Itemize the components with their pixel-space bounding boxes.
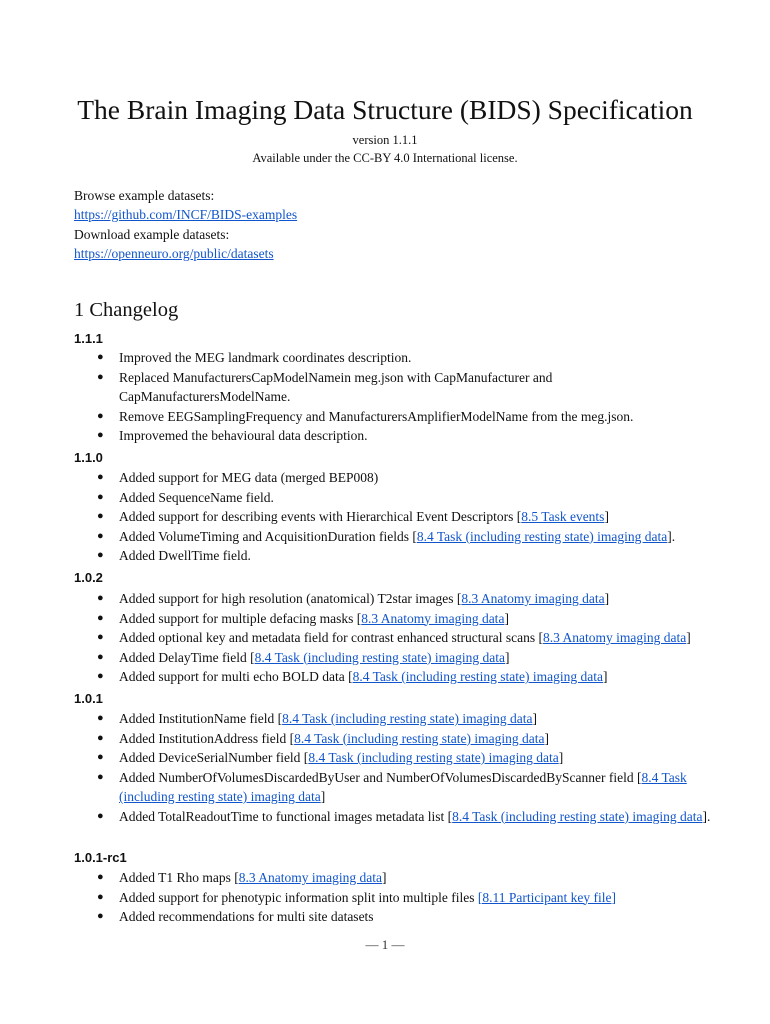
- section-link[interactable]: 8.4 Task (including resting state) imaging data: [254, 649, 505, 665]
- section-link[interactable]: 8.3 Anatomy imaging data: [461, 591, 605, 606]
- item-text-suffix: ]: [381, 870, 387, 885]
- changelog-list: [74, 868, 714, 927]
- item-text-suffix: ]: [532, 711, 537, 726]
- item-text: Added DeviceSerialNumber field [: [119, 750, 309, 765]
- item-text: Added VolumeTiming and AcquisitionDuration fields [: [119, 528, 417, 544]
- item-text-suffix: ]: [604, 591, 610, 606]
- list-item: [74, 709, 714, 729]
- list-item: [74, 868, 714, 888]
- list-item: [74, 729, 714, 749]
- section-link[interactable]: 8.4 Task (including resting state) imaging data: [282, 711, 533, 726]
- item-text: Added TotalReadoutTime to functional images metadata list [: [119, 808, 453, 824]
- list-item: [74, 768, 714, 807]
- item-text-suffix: ].: [667, 528, 676, 544]
- item-text: Added InstitutionName field [: [119, 711, 283, 726]
- bullet-icon: ●: [97, 351, 104, 363]
- list-item: [74, 648, 714, 668]
- item-text: Added support for MEG data (merged BEP008): [119, 470, 379, 485]
- section-link[interactable]: 8.4 Task (including resting state) imaging data: [352, 669, 603, 684]
- bullet-icon: ●: [97, 592, 104, 604]
- list-item: [74, 527, 714, 547]
- list-item: [74, 468, 714, 488]
- item-text: Improved the MEG landmark coordinates description.: [119, 350, 412, 365]
- bullet-icon: ●: [97, 631, 104, 643]
- section-link[interactable]: 8.3 Anatomy imaging data: [361, 610, 505, 626]
- list-item: [74, 426, 714, 446]
- bullet-icon: ●: [97, 611, 104, 624]
- bullet-icon: ●: [97, 910, 104, 922]
- bullet-icon: ●: [97, 510, 104, 522]
- section-link[interactable]: 8.4 Task (including resting state) imaging data: [308, 750, 559, 765]
- bullet-icon: ●: [97, 529, 104, 542]
- item-text: Added InstitutionAddress field [: [119, 730, 295, 746]
- version-line: version 1.1.1: [352, 133, 418, 147]
- item-text: Added support for high resolution (anatomical) T2star images [: [119, 591, 462, 606]
- item-text-suffix: ]: [544, 730, 549, 746]
- list-item: [74, 507, 714, 527]
- bullet-icon: ●: [97, 751, 104, 763]
- bullet-icon: ●: [97, 890, 104, 903]
- download-link[interactable]: https://openneuro.org/public/datasets: [74, 246, 274, 261]
- bullet-icon: ●: [97, 490, 104, 503]
- list-item: [74, 628, 714, 648]
- item-text: Added support for describing events with Hierarchical Event Descriptors [: [119, 509, 522, 524]
- section-link[interactable]: [8.11 Participant key file]: [477, 889, 617, 905]
- changelog-list: [74, 589, 714, 687]
- browse-link[interactable]: https://github.com/INCF/BIDS-examples: [74, 207, 298, 222]
- item-text-suffix: ]: [320, 789, 326, 804]
- section-link[interactable]: 8.5 Task events: [521, 509, 605, 524]
- bullet-icon: ●: [97, 370, 104, 383]
- bullet-icon: ●: [97, 650, 104, 663]
- section-heading-changelog: 1 Changelog: [74, 299, 179, 321]
- list-item: [74, 488, 714, 508]
- item-text: Added SequenceName field.: [119, 489, 274, 505]
- item-text-suffix: ]: [602, 669, 608, 684]
- item-text: Added support for phenotypic information split into multiple files: [119, 889, 478, 905]
- changelog-list: [74, 468, 714, 566]
- bullet-icon: ●: [97, 429, 104, 441]
- version-heading: 1.0.1-rc1: [74, 850, 127, 865]
- item-text: Added optional key and metadata field for contrast enhanced structural scans [: [119, 630, 543, 645]
- bullet-icon: ●: [97, 770, 104, 783]
- list-item: [74, 667, 714, 687]
- item-text: Added recommendations for multi site datasets: [119, 909, 374, 924]
- version-heading: 1.1.0: [74, 450, 103, 465]
- section-link[interactable]: 8.4 Task (including resting state) imaging data: [416, 528, 668, 544]
- bullet-icon: ●: [97, 549, 104, 561]
- bullet-icon: ●: [97, 731, 104, 744]
- list-item: [74, 807, 714, 827]
- list-item: [74, 907, 714, 927]
- list-item: [74, 348, 714, 368]
- section-link[interactable]: 8.4 Task (including resting state) imaging data: [119, 769, 687, 804]
- changelog-list: [74, 709, 714, 826]
- bullet-icon: ●: [97, 809, 104, 822]
- item-text: Remove EEGSamplingFrequency and ManufacturersAmplifierModelName from the meg.json.: [119, 408, 634, 424]
- item-text: Improvemed the behavioural data description.: [119, 428, 368, 443]
- section-link[interactable]: 8.3 Anatomy imaging data: [238, 870, 382, 885]
- item-text: Replaced ManufacturersCapModelNamein meg.json with CapManufacturer and CapManufacturersModelName.: [119, 369, 553, 404]
- item-text: Added DwellTime field.: [119, 548, 251, 563]
- document-title: The Brain Imaging Data Structure (BIDS) Specification: [77, 94, 693, 125]
- item-text-suffix: ]: [505, 649, 510, 665]
- item-text-suffix: ].: [702, 808, 711, 824]
- section-link[interactable]: 8.4 Task (including resting state) imaging data: [452, 808, 703, 824]
- section-link[interactable]: 8.3 Anatomy imaging data: [542, 630, 687, 645]
- list-item: [74, 546, 714, 566]
- list-item: [74, 888, 714, 908]
- browse-label: Browse example datasets:: [74, 188, 215, 203]
- item-text: Added NumberOfVolumesDiscardedByUser and NumberOfVolumesDiscardedByScanner field [: [119, 769, 642, 785]
- changelog-list: [74, 348, 714, 446]
- list-item: [74, 748, 714, 768]
- page-number: — 1 —: [365, 937, 405, 952]
- item-text: Added DelayTime field [: [119, 649, 255, 665]
- version-heading: 1.0.2: [74, 570, 103, 585]
- bullet-icon: ●: [97, 712, 104, 724]
- bullet-icon: ●: [97, 409, 104, 422]
- item-text-suffix: ]: [604, 509, 609, 524]
- version-heading: 1.0.1: [74, 691, 103, 706]
- download-label: Download example datasets:: [74, 227, 230, 242]
- item-text: Added T1 Rho maps [: [119, 870, 239, 885]
- bullet-icon: ●: [97, 471, 104, 483]
- section-link[interactable]: 8.4 Task (including resting state) imaging data: [294, 730, 545, 746]
- item-text-suffix: ]: [504, 610, 509, 626]
- list-item: [74, 589, 714, 609]
- item-text-suffix: ]: [686, 630, 691, 645]
- list-item: [74, 368, 714, 407]
- item-text: Added support for multi echo BOLD data [: [119, 669, 353, 684]
- list-item: [74, 609, 714, 629]
- list-item: [74, 407, 714, 427]
- bullet-icon: ●: [97, 670, 104, 682]
- bullet-icon: ●: [97, 871, 104, 883]
- license-line: Available under the CC-BY 4.0 International license.: [252, 151, 518, 165]
- item-text: Added support for multiple defacing masks [: [119, 610, 362, 626]
- version-heading: 1.1.1: [74, 331, 103, 346]
- item-text-suffix: ]: [558, 750, 564, 765]
